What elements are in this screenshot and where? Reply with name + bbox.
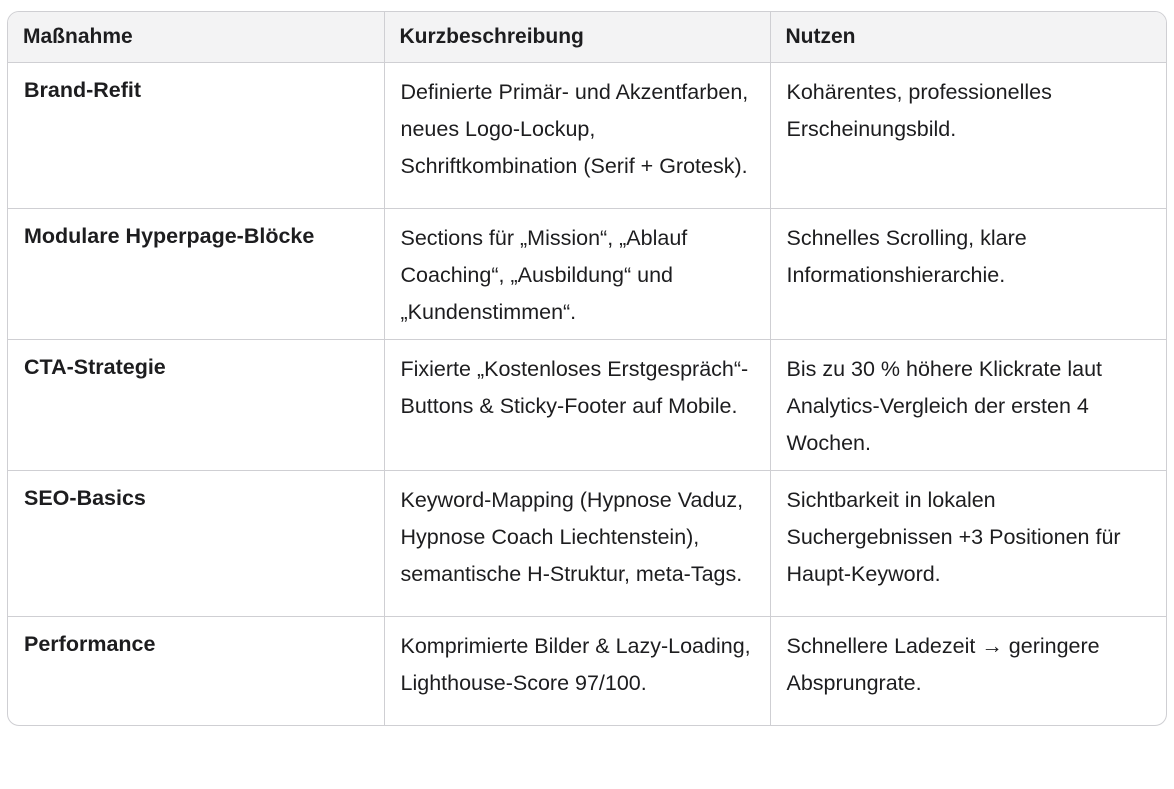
cell-description: Definierte Primär- und Akzentfarben, neues Logo-Lockup, Schriftkombination (Serif + Grotesk). — [384, 63, 770, 209]
table-row — [8, 340, 1166, 471]
cell-description: Sections für „Mission“, „Ablauf Coaching“, „Ausbildung“ und „Kundenstimmen“. — [384, 209, 770, 340]
table-header — [8, 12, 1166, 63]
cell-measure: Brand-Refit — [24, 78, 142, 102]
cell-benefit: Bis zu 30 % höhere Klickrate laut Analytics-Vergleich der ersten 4 Wochen. — [770, 340, 1166, 471]
cell-benefit: Sichtbarkeit in lokalen Suchergebnissen +3 Positionen für Haupt-Keyword. — [770, 471, 1166, 617]
measures-table — [8, 12, 1166, 725]
cell-description: Fixierte „Kostenloses Erstgespräch“-Buttons & Sticky-Footer auf Mobile. — [384, 340, 770, 471]
cell-benefit: Schnellere Ladezeit → geringere Absprungrate. — [770, 617, 1166, 725]
column-header-description: Kurzbeschreibung — [384, 12, 770, 63]
cell-measure: Modulare Hyperpage-Blöcke — [8, 209, 384, 340]
cell-description: Keyword-Mapping (Hypnose Vaduz, Hypnose Coach Liechtenstein), semantische H-Struktur, meta-Tags. — [384, 471, 770, 617]
table-body — [8, 63, 1166, 725]
table-row — [8, 617, 1166, 725]
cell-measure: CTA-Strategie — [8, 340, 384, 471]
measures-table-container — [7, 11, 1167, 726]
header-row — [8, 12, 1166, 63]
column-header-benefit: Nutzen — [770, 12, 1166, 63]
cell-description: Komprimierte Bilder & Lazy-Loading, Lighthouse-Score 97/100. — [384, 617, 770, 725]
table-row — [8, 471, 1166, 617]
table-row — [8, 63, 1166, 209]
table-row — [8, 209, 1166, 340]
column-header-measure: Maßnahme — [8, 12, 384, 63]
cell-measure: SEO-Basics — [8, 471, 384, 617]
cell-benefit: Schnelles Scrolling, klare Informationshierarchie. — [770, 209, 1166, 340]
cell-benefit: Kohärentes, professionelles Erscheinungsbild. — [770, 63, 1166, 209]
cell-measure: Performance — [8, 617, 384, 725]
